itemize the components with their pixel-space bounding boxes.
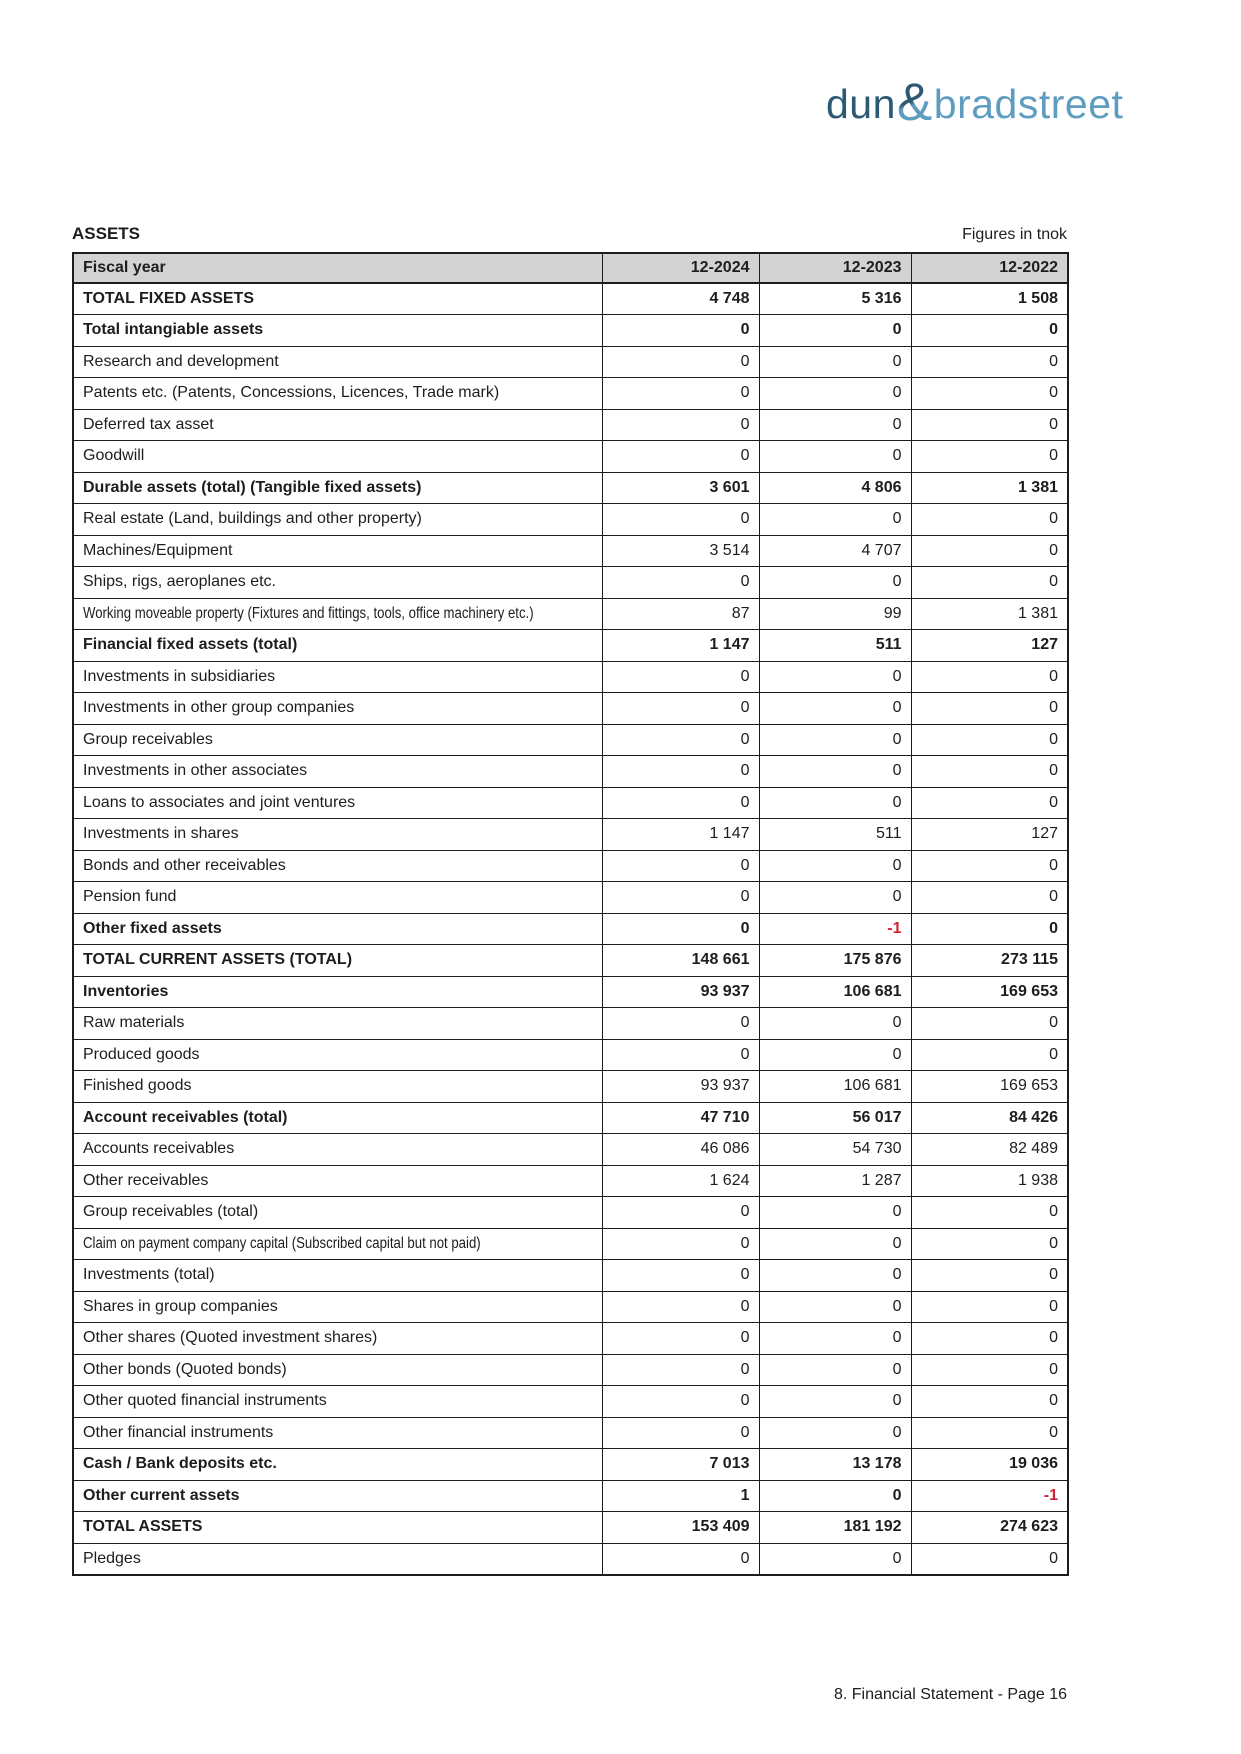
table-row xyxy=(73,1165,1068,1197)
logo-text-dun: dun xyxy=(826,81,896,127)
value-cell: 0 xyxy=(911,1039,1068,1071)
value-cell: 93 937 xyxy=(602,976,759,1008)
value-cell: 127 xyxy=(911,630,1068,662)
value-cell: 1 147 xyxy=(602,630,759,662)
table-row xyxy=(73,441,1068,473)
table-row xyxy=(73,850,1068,882)
row-label: Pension fund xyxy=(73,882,602,914)
row-label: Other bonds (Quoted bonds) xyxy=(73,1354,602,1386)
row-label: Cash / Bank deposits etc. xyxy=(73,1449,602,1481)
table-row xyxy=(73,1260,1068,1292)
table-row xyxy=(73,409,1068,441)
row-label: Investments in other group companies xyxy=(73,693,602,725)
table-row xyxy=(73,1039,1068,1071)
row-label-text: Claim on payment company capital (Subscribed capital but not paid) xyxy=(83,1234,481,1252)
table-row xyxy=(73,945,1068,977)
value-cell: 106 681 xyxy=(759,976,911,1008)
value-cell: 0 xyxy=(602,1323,759,1355)
row-label: Deferred tax asset xyxy=(73,409,602,441)
value-cell: 0 xyxy=(759,378,911,410)
value-cell: 0 xyxy=(759,1008,911,1040)
value-cell: 0 xyxy=(911,913,1068,945)
row-label: Other financial instruments xyxy=(73,1417,602,1449)
value-cell: 0 xyxy=(911,346,1068,378)
value-cell: 106 681 xyxy=(759,1071,911,1103)
value-cell: 0 xyxy=(602,1260,759,1292)
value-cell: -1 xyxy=(759,913,911,945)
row-label: TOTAL FIXED ASSETS xyxy=(73,283,602,315)
value-cell: 0 xyxy=(602,315,759,347)
value-cell: 0 xyxy=(911,535,1068,567)
value-cell: 0 xyxy=(759,504,911,536)
value-cell: 274 623 xyxy=(911,1512,1068,1544)
value-cell: 47 710 xyxy=(602,1102,759,1134)
value-cell: 0 xyxy=(759,756,911,788)
row-label: Other shares (Quoted investment shares) xyxy=(73,1323,602,1355)
value-cell: 0 xyxy=(759,882,911,914)
value-cell: 0 xyxy=(602,724,759,756)
value-cell: 181 192 xyxy=(759,1512,911,1544)
ampersand-icon: & xyxy=(896,73,933,132)
table-row xyxy=(73,346,1068,378)
table-row xyxy=(73,630,1068,662)
value-cell: 13 178 xyxy=(759,1449,911,1481)
row-label: Other current assets xyxy=(73,1480,602,1512)
value-cell: 169 653 xyxy=(911,976,1068,1008)
table-row xyxy=(73,913,1068,945)
value-cell: 0 xyxy=(759,1354,911,1386)
table-row xyxy=(73,1480,1068,1512)
value-cell: 0 xyxy=(911,504,1068,536)
table-row xyxy=(73,882,1068,914)
table-row xyxy=(73,1134,1068,1166)
value-cell: 1 508 xyxy=(911,283,1068,315)
row-label-text: Working moveable property (Fixtures and fittings, tools, office machinery etc.) xyxy=(83,604,534,622)
value-cell: 127 xyxy=(911,819,1068,851)
value-cell: 148 661 xyxy=(602,945,759,977)
value-cell: 4 707 xyxy=(759,535,911,567)
value-cell: 0 xyxy=(911,1228,1068,1260)
row-label: Accounts receivables xyxy=(73,1134,602,1166)
value-cell: 0 xyxy=(911,315,1068,347)
row-label: TOTAL CURRENT ASSETS (TOTAL) xyxy=(73,945,602,977)
value-cell: 0 xyxy=(602,378,759,410)
table-row xyxy=(73,504,1068,536)
table-row xyxy=(73,819,1068,851)
table-row xyxy=(73,724,1068,756)
value-cell: 0 xyxy=(911,1386,1068,1418)
row-label: Shares in group companies xyxy=(73,1291,602,1323)
value-cell: 0 xyxy=(911,409,1068,441)
table-header-row xyxy=(73,253,1068,283)
table-row xyxy=(73,1386,1068,1418)
value-cell: 0 xyxy=(602,693,759,725)
value-cell: 0 xyxy=(911,1417,1068,1449)
row-label: Other receivables xyxy=(73,1165,602,1197)
value-cell: 0 xyxy=(911,1354,1068,1386)
row-label: Inventories xyxy=(73,976,602,1008)
value-cell: 0 xyxy=(759,346,911,378)
row-label: Research and development xyxy=(73,346,602,378)
table-row xyxy=(73,472,1068,504)
row-label xyxy=(73,598,602,630)
table-row xyxy=(73,567,1068,599)
row-label: Investments in shares xyxy=(73,819,602,851)
value-cell: 0 xyxy=(602,1228,759,1260)
row-label: Ships, rigs, aeroplanes etc. xyxy=(73,567,602,599)
value-cell: 0 xyxy=(602,1354,759,1386)
row-label: Produced goods xyxy=(73,1039,602,1071)
value-cell: 0 xyxy=(759,787,911,819)
table-caption xyxy=(72,224,1067,244)
assets-table-body xyxy=(73,283,1068,1575)
value-cell: 0 xyxy=(602,346,759,378)
row-label: Other quoted financial instruments xyxy=(73,1386,602,1418)
row-label: Real estate (Land, buildings and other property) xyxy=(73,504,602,536)
value-cell: 0 xyxy=(911,441,1068,473)
row-label: Bonds and other receivables xyxy=(73,850,602,882)
table-row xyxy=(73,1228,1068,1260)
value-cell: 0 xyxy=(911,1291,1068,1323)
row-label: Group receivables (total) xyxy=(73,1197,602,1229)
value-cell: 0 xyxy=(602,913,759,945)
value-cell: 0 xyxy=(759,1480,911,1512)
table-row xyxy=(73,693,1068,725)
table-row xyxy=(73,1543,1068,1575)
row-label: Investments in other associates xyxy=(73,756,602,788)
row-label xyxy=(73,1228,602,1260)
row-label: Finished goods xyxy=(73,1071,602,1103)
row-label: Patents etc. (Patents, Concessions, Licences, Trade mark) xyxy=(73,378,602,410)
column-header-12-2022: 12-2022 xyxy=(911,253,1068,283)
row-label: Durable assets (total) (Tangible fixed assets) xyxy=(73,472,602,504)
value-cell: 0 xyxy=(911,724,1068,756)
value-cell: 0 xyxy=(602,567,759,599)
value-cell: 1 287 xyxy=(759,1165,911,1197)
row-label: Financial fixed assets (total) xyxy=(73,630,602,662)
table-row xyxy=(73,598,1068,630)
value-cell: 0 xyxy=(602,661,759,693)
row-label: Investments in subsidiaries xyxy=(73,661,602,693)
dun-bradstreet-logo xyxy=(826,73,1124,132)
row-label: Goodwill xyxy=(73,441,602,473)
table-row xyxy=(73,1008,1068,1040)
value-cell: 0 xyxy=(602,1291,759,1323)
value-cell: 0 xyxy=(602,787,759,819)
row-label: Machines/Equipment xyxy=(73,535,602,567)
value-cell: 7 013 xyxy=(602,1449,759,1481)
table-row xyxy=(73,1291,1068,1323)
row-label: Pledges xyxy=(73,1543,602,1575)
table-row xyxy=(73,661,1068,693)
value-cell: 46 086 xyxy=(602,1134,759,1166)
value-cell: 511 xyxy=(759,630,911,662)
value-cell: 84 426 xyxy=(911,1102,1068,1134)
value-cell: 273 115 xyxy=(911,945,1068,977)
table-row xyxy=(73,787,1068,819)
table-row xyxy=(73,378,1068,410)
table-row xyxy=(73,1197,1068,1229)
page-footer: 8. Financial Statement - Page 16 xyxy=(833,1686,1067,1703)
value-cell: 0 xyxy=(759,1228,911,1260)
value-cell: 0 xyxy=(759,441,911,473)
value-cell: 56 017 xyxy=(759,1102,911,1134)
column-header-fiscal-year: Fiscal year xyxy=(73,253,602,283)
value-cell: 0 xyxy=(759,1543,911,1575)
table-row xyxy=(73,1102,1068,1134)
value-cell: 511 xyxy=(759,819,911,851)
value-cell: 0 xyxy=(759,1291,911,1323)
value-cell: 5 316 xyxy=(759,283,911,315)
value-cell: 0 xyxy=(911,567,1068,599)
value-cell: 0 xyxy=(602,1197,759,1229)
table-row xyxy=(73,1417,1068,1449)
value-cell: 3 514 xyxy=(602,535,759,567)
table-row xyxy=(73,1071,1068,1103)
value-cell: 0 xyxy=(602,1543,759,1575)
value-cell: 1 624 xyxy=(602,1165,759,1197)
value-cell: 93 937 xyxy=(602,1071,759,1103)
value-cell: 1 381 xyxy=(911,598,1068,630)
value-cell: 3 601 xyxy=(602,472,759,504)
value-cell: 0 xyxy=(759,1417,911,1449)
value-cell: 0 xyxy=(911,378,1068,410)
value-cell: 99 xyxy=(759,598,911,630)
row-label: Other fixed assets xyxy=(73,913,602,945)
value-cell: 0 xyxy=(911,787,1068,819)
page-title: ASSETS xyxy=(72,224,141,243)
logo-text-bradstreet: bradstreet xyxy=(933,81,1124,127)
value-cell: 0 xyxy=(759,1260,911,1292)
table-row xyxy=(73,1354,1068,1386)
value-cell: 0 xyxy=(759,1197,911,1229)
value-cell: 0 xyxy=(602,504,759,536)
table-row xyxy=(73,535,1068,567)
table-row xyxy=(73,1512,1068,1544)
value-cell: 0 xyxy=(602,882,759,914)
value-cell: 0 xyxy=(602,1039,759,1071)
value-cell: 0 xyxy=(911,1197,1068,1229)
value-cell: 54 730 xyxy=(759,1134,911,1166)
column-header-12-2024: 12-2024 xyxy=(602,253,759,283)
value-cell: 82 489 xyxy=(911,1134,1068,1166)
row-label: Account receivables (total) xyxy=(73,1102,602,1134)
value-cell: 0 xyxy=(759,1039,911,1071)
value-cell: 0 xyxy=(602,1417,759,1449)
table-row xyxy=(73,976,1068,1008)
value-cell: 0 xyxy=(911,1323,1068,1355)
value-cell: 0 xyxy=(602,1008,759,1040)
value-cell: 0 xyxy=(602,409,759,441)
value-cell: 0 xyxy=(911,1543,1068,1575)
value-cell: 0 xyxy=(911,882,1068,914)
value-cell: 0 xyxy=(911,661,1068,693)
value-cell: 0 xyxy=(759,850,911,882)
value-cell: 19 036 xyxy=(911,1449,1068,1481)
value-cell: 0 xyxy=(911,693,1068,725)
value-cell: 0 xyxy=(759,1386,911,1418)
unit-note: Figures in tnok xyxy=(962,226,1067,243)
value-cell: 0 xyxy=(911,756,1068,788)
table-row xyxy=(73,315,1068,347)
value-cell: 0 xyxy=(911,850,1068,882)
value-cell: 175 876 xyxy=(759,945,911,977)
value-cell: 1 938 xyxy=(911,1165,1068,1197)
value-cell: 0 xyxy=(759,409,911,441)
row-label: Group receivables xyxy=(73,724,602,756)
value-cell: 4 748 xyxy=(602,283,759,315)
value-cell: 0 xyxy=(759,567,911,599)
value-cell: 0 xyxy=(911,1260,1068,1292)
value-cell: 0 xyxy=(759,315,911,347)
value-cell: 0 xyxy=(602,1386,759,1418)
row-label: Total intangiable assets xyxy=(73,315,602,347)
value-cell: 87 xyxy=(602,598,759,630)
table-row xyxy=(73,1449,1068,1481)
table-row xyxy=(73,756,1068,788)
column-header-12-2023: 12-2023 xyxy=(759,253,911,283)
value-cell: 4 806 xyxy=(759,472,911,504)
value-cell: 1 381 xyxy=(911,472,1068,504)
value-cell: 0 xyxy=(759,693,911,725)
value-cell: -1 xyxy=(911,1480,1068,1512)
table-row xyxy=(73,1323,1068,1355)
value-cell: 0 xyxy=(602,756,759,788)
value-cell: 0 xyxy=(602,850,759,882)
value-cell: 0 xyxy=(759,724,911,756)
value-cell: 0 xyxy=(602,441,759,473)
table-row xyxy=(73,283,1068,315)
value-cell: 0 xyxy=(759,1323,911,1355)
row-label: Loans to associates and joint ventures xyxy=(73,787,602,819)
value-cell: 1 147 xyxy=(602,819,759,851)
row-label: Raw materials xyxy=(73,1008,602,1040)
value-cell: 153 409 xyxy=(602,1512,759,1544)
value-cell: 0 xyxy=(911,1008,1068,1040)
value-cell: 1 xyxy=(602,1480,759,1512)
value-cell: 169 653 xyxy=(911,1071,1068,1103)
value-cell: 0 xyxy=(759,661,911,693)
assets-table xyxy=(72,252,1069,1576)
row-label: TOTAL ASSETS xyxy=(73,1512,602,1544)
row-label: Investments (total) xyxy=(73,1260,602,1292)
